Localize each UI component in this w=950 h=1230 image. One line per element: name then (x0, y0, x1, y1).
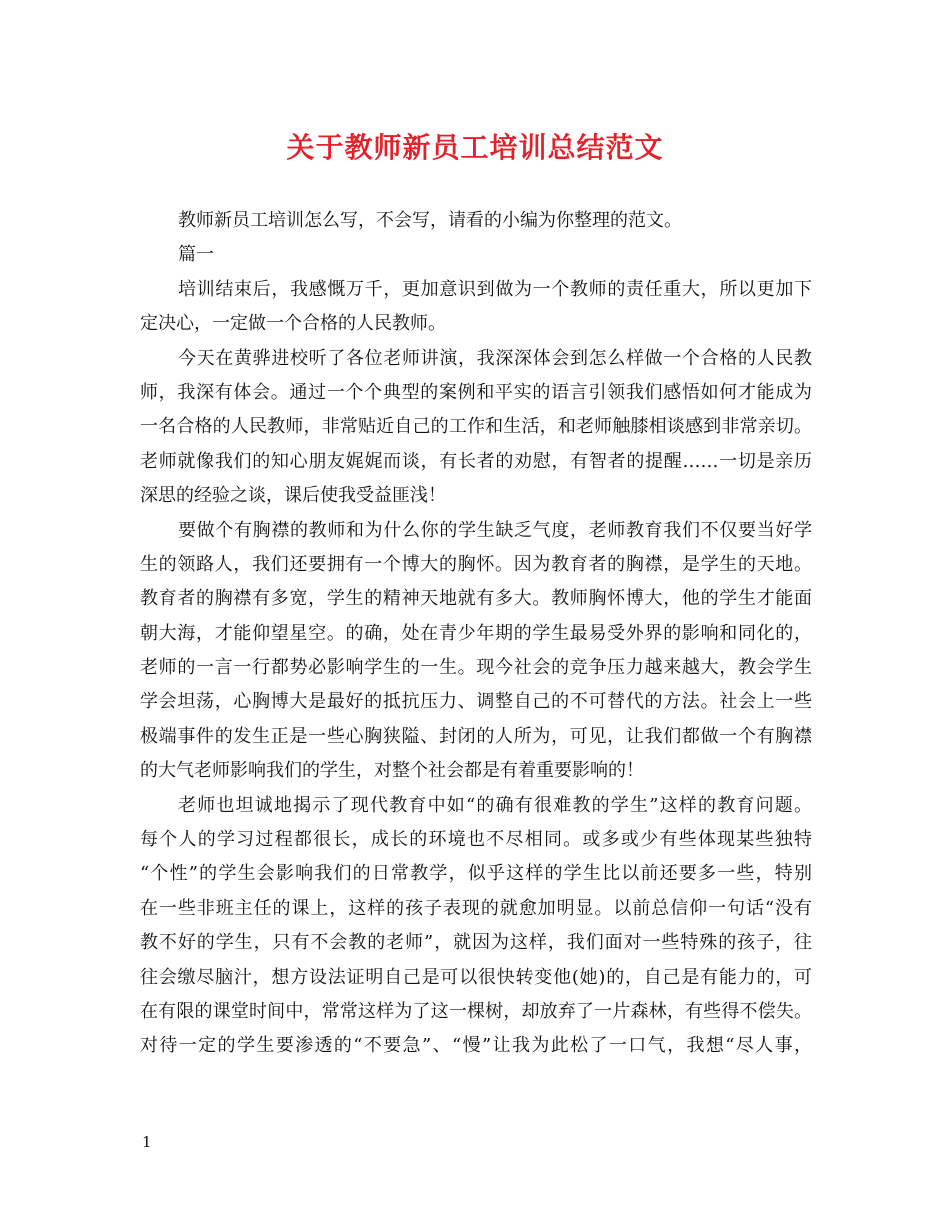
paragraph-line: 老师也坦诚地揭示了现代教育中如“的确有很难教的学生”这样的教育问题。 (178, 794, 812, 816)
paragraph-line: 对待一定的学生要渗透的“不要急”、“慢”让我为此松了一口气，我想“尽人事， (140, 1035, 812, 1057)
paragraph-line: “个性”的学生会影响我们的日常教学，似乎这样的学生比以前还要多一些，特别 (140, 863, 812, 885)
paragraph-line: 在有限的课堂时间中，常常这样为了这一棵树，却放弃了一片森林，有些得不偿失。 (140, 1000, 812, 1022)
paragraph-line: 学会坦荡，心胸博大是最好的抵抗压力、调整自己的不可替代的方法。社会上一些 (140, 691, 812, 713)
paragraph-line: 师，我深有体会。通过一个个典型的案例和平实的语言引领我们感悟如何才能成为 (140, 381, 812, 403)
paragraph-line: 老师就像我们的知心朋友娓娓而谈，有长者的劝慰，有智者的提醒……一切是亲历 (140, 450, 812, 472)
paragraph-line: 老师的一言一行都势必影响学生的一生。现今社会的竞争压力越来越大，教会学生 (140, 657, 812, 679)
paragraph-line: 在一些非班主任的课上，这样的孩子表现的就愈加明显。以前总信仰一句话“没有 (140, 897, 812, 919)
paragraph-line: 往会缴尽脑汁，想方设法证明自己是可以很快转变他(她)的，自己是有能力的，可 (140, 966, 812, 988)
paragraph-line: 深思的经验之谈，课后使我受益匪浅！ (140, 485, 446, 507)
paragraph-line: 生的领路人，我们还要拥有一个博大的胸怀。因为教育者的胸襟，是学生的天地。 (140, 553, 812, 575)
paragraph-line: 的大气老师影响我们的学生，对整个社会都是有着重要影响的！ (140, 760, 644, 782)
page-number: 1 (142, 1133, 152, 1151)
paragraph-line: 今天在黄骅进校听了各位老师讲演，我深深体会到怎么样做一个合格的人民教 (178, 347, 812, 369)
paragraph-line: 要做个有胸襟的教师和为什么你的学生缺乏气度，老师教育我们不仅要当好学 (178, 519, 812, 541)
section-heading: 篇一 (178, 244, 214, 266)
paragraph-line: 极端事件的发生正是一些心胸狭隘、封闭的人所为，可见，让我们都做一个有胸襟 (140, 725, 812, 747)
document-body (140, 204, 812, 1064)
intro-line: 教师新员工培训怎么写，不会写，请看的小编为你整理的范文。 (178, 210, 682, 231)
paragraph-line: 一名合格的人民教师，非常贴近自己的工作和生活，和老师触膝相谈感到非常亲切。 (140, 416, 812, 438)
paragraph-line: 每个人的学习过程都很长，成长的环境也不尽相同。或多或少有些体现某些独特 (140, 829, 812, 851)
paragraph-line: 定决心，一定做一个合格的人民教师。 (140, 313, 446, 335)
paragraph-line: 教育者的胸襟有多宽，学生的精神天地就有多大。教师胸怀博大，他的学生才能面 (140, 588, 812, 610)
paragraph-line: 教不好的学生，只有不会教的老师”，就因为这样，我们面对一些特殊的孩子，往 (140, 932, 812, 954)
paragraph-line: 培训结束后，我感慨万千，更加意识到做为一个教师的责任重大，所以更加下 (178, 278, 812, 300)
paragraph-line: 朝大海，才能仰望星空。的确，处在青少年期的学生最易受外界的影响和同化的， (140, 622, 812, 644)
document-title: 关于教师新员工培训总结范文 (286, 131, 664, 164)
